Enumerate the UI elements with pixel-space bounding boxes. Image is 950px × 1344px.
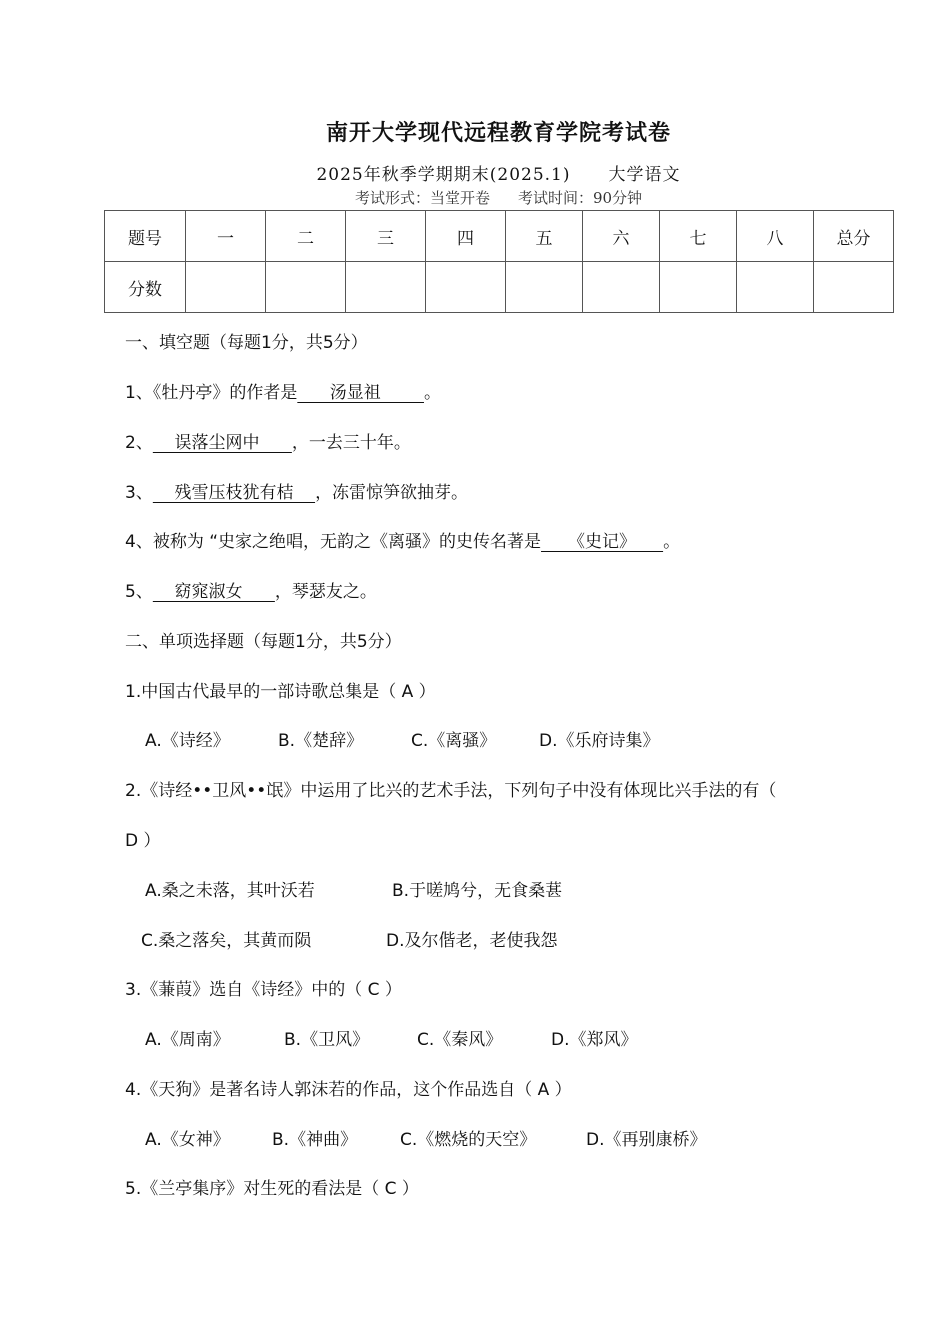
section1-heading: 一、填空题（每题1分，共5分） — [125, 333, 368, 353]
score-table — [104, 210, 894, 313]
question-text: 5、 — [125, 582, 153, 602]
score-header-cell: 四 — [426, 211, 506, 262]
score-header-cell: 八 — [737, 211, 814, 262]
question-text: ，一去三十年。 — [291, 433, 411, 453]
score-header-cell: 三 — [346, 211, 426, 262]
course-name: 大学语文 — [608, 165, 681, 185]
answer-blank: 窈窕淑女 — [152, 582, 275, 602]
choice-option: D.《乐府诗集》 — [539, 731, 660, 751]
choice-option: D.《郑风》 — [551, 1030, 638, 1050]
choice-question-1: 1.中国古代最早的一部诗歌总集是（ A ） — [125, 682, 436, 702]
exam-info — [0, 187, 950, 208]
answer-blank: 残雪压枝犹有桔 — [152, 483, 316, 503]
exam-time: 考试时间：90分钟 — [517, 189, 643, 207]
score-header-cell: 总分 — [814, 211, 894, 262]
choice-option: A.《诗经》 — [145, 731, 230, 751]
score-cell — [426, 262, 506, 313]
fill-question-3 — [125, 478, 468, 503]
exam-term: 2025年秋季学期期末(2025.1) — [316, 165, 571, 185]
choice-option: B.《卫风》 — [284, 1030, 370, 1050]
answer-blank: 汤显祖 — [297, 383, 424, 403]
score-cell — [506, 262, 583, 313]
question-text: ，冻雷惊笋欲抽芽。 — [315, 483, 469, 503]
question-text: 4、被称为 “史家之绝唱，无韵之《离骚》的史传名著是 — [125, 532, 542, 552]
score-cell — [346, 262, 426, 313]
choice-option: A.桑之未落，其叶沃若 — [145, 881, 315, 901]
score-cell — [583, 262, 660, 313]
choice-option: A.《周南》 — [145, 1030, 230, 1050]
question-text: 1、《牡丹亭》的作者是 — [125, 383, 298, 403]
choice-option: C.《秦风》 — [417, 1030, 503, 1050]
score-header-cell: 二 — [266, 211, 346, 262]
question-text: 。 — [663, 532, 681, 552]
score-cell — [660, 262, 737, 313]
choice-option: D.《再别康桥》 — [586, 1130, 707, 1150]
fill-question-2 — [125, 428, 411, 453]
score-cell — [186, 262, 266, 313]
score-cell — [737, 262, 814, 313]
choice-option: B.《楚辞》 — [278, 731, 364, 751]
score-header-cell: 五 — [506, 211, 583, 262]
choice-question-4: 4.《天狗》是著名诗人郭沫若的作品，这个作品选自（ A ） — [125, 1080, 572, 1100]
score-header-cell: 六 — [583, 211, 660, 262]
question-text: ，琴瑟友之。 — [274, 582, 377, 602]
fill-question-4 — [125, 527, 680, 552]
choice-option: B.《神曲》 — [272, 1130, 358, 1150]
question-text: 3、 — [125, 483, 153, 503]
choice-question-3: 3.《蒹葭》选自《诗经》中的（ C ） — [125, 980, 402, 1000]
score-cell — [814, 262, 894, 313]
section2-heading: 二、单项选择题（每题1分，共5分） — [125, 632, 402, 652]
answer-blank: 误落尘网中 — [152, 433, 292, 453]
choice-option: C.《离骚》 — [411, 731, 497, 751]
exam-title: 南开大学现代远程教育学院考试卷 — [325, 121, 671, 146]
score-header-cell: 七 — [660, 211, 737, 262]
exam-term-course — [0, 160, 950, 185]
choice-option: B.于嗟鸠兮，无食桑葚 — [392, 881, 563, 901]
answer-blank: 《史记》 — [541, 532, 664, 552]
score-table-header-row — [105, 211, 894, 262]
choice-option: A.《女神》 — [145, 1130, 230, 1150]
score-header-cell: 题号 — [105, 211, 186, 262]
score-header-cell: 一 — [186, 211, 266, 262]
question-text: 2、 — [125, 433, 153, 453]
choice-option: C.《燃烧的天空》 — [400, 1130, 537, 1150]
exam-form: 考试形式：当堂开卷 — [354, 189, 490, 207]
fill-question-1 — [125, 378, 441, 403]
score-table-score-row — [105, 262, 894, 313]
choice-question-2: 2.《诗经••卫风••氓》中运用了比兴的艺术手法，下列句子中没有体现比兴手法的有（ — [125, 781, 777, 801]
score-cell — [266, 262, 346, 313]
choice-option: C.桑之落矣，其黄而陨 — [141, 931, 312, 951]
score-row-label: 分数 — [105, 262, 186, 313]
choice-question-2-answer: D ） — [125, 831, 161, 851]
choice-option: D.及尔偕老，老使我怨 — [386, 931, 558, 951]
fill-question-5 — [125, 577, 377, 602]
choice-question-5: 5.《兰亭集序》对生死的看法是（ C ） — [125, 1179, 419, 1199]
question-text: 。 — [423, 383, 441, 403]
